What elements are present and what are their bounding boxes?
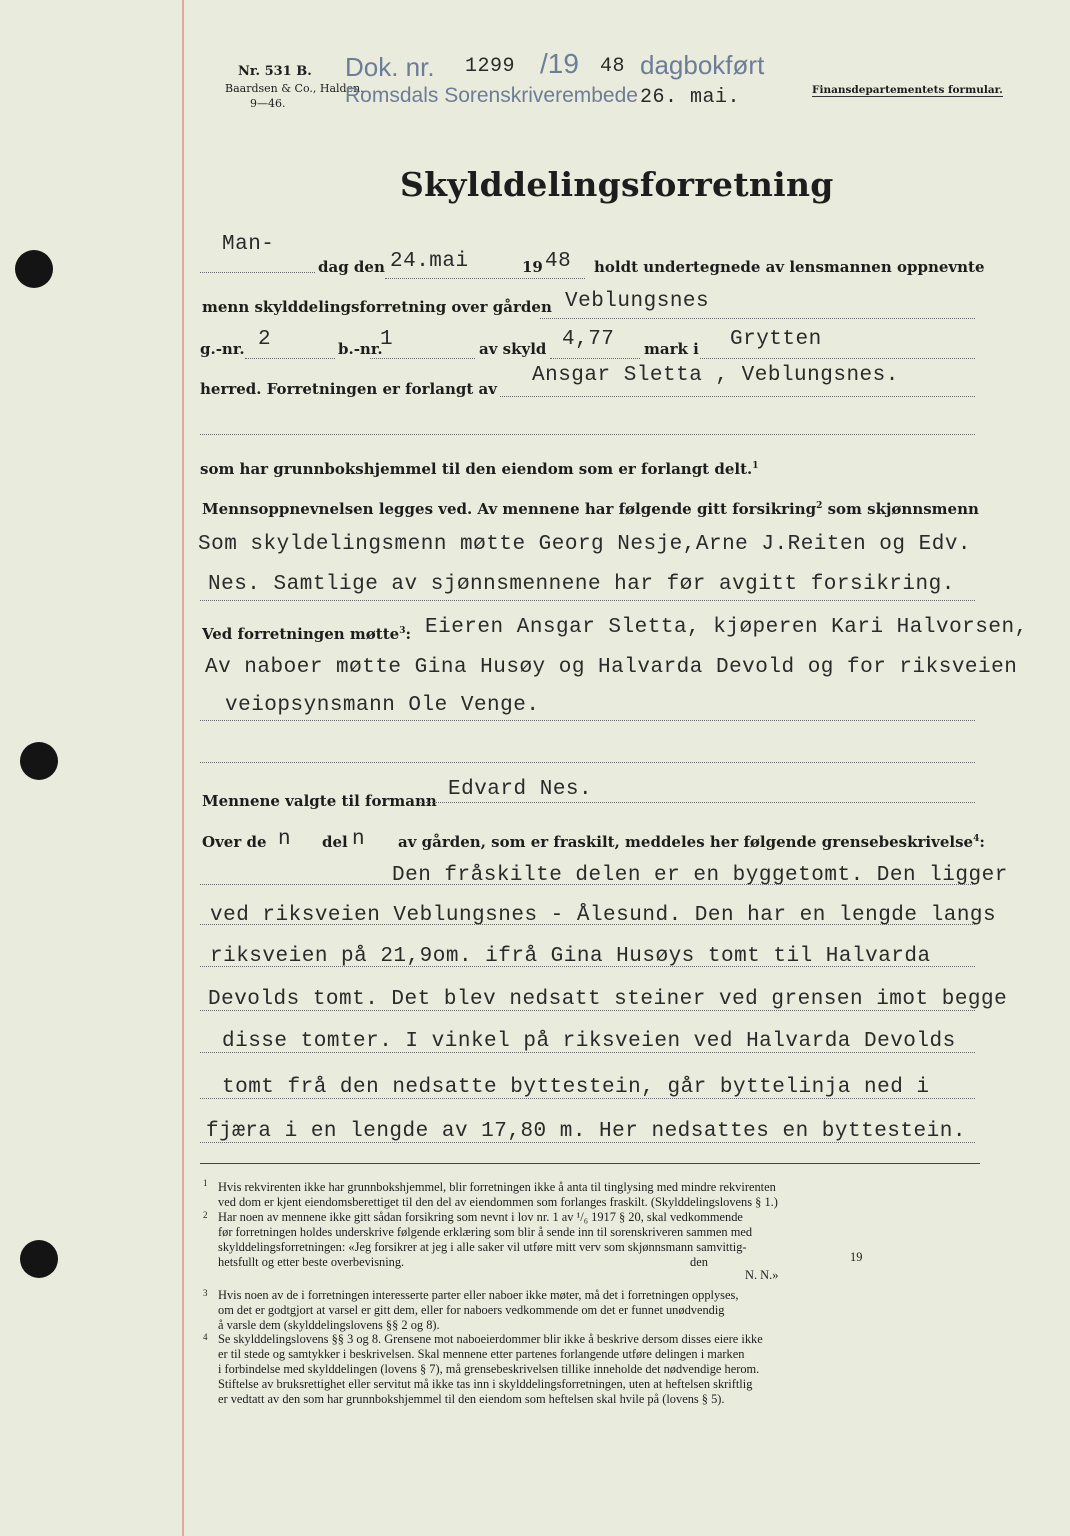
men-line-2: Nes. Samtlige av sjønnsmennene har før avgitt forsikring. xyxy=(208,573,955,596)
attended-line-3: veiopsynsmann Ole Venge. xyxy=(225,694,540,717)
attended-label: Ved forretningen møtte$^3$: xyxy=(202,625,412,643)
year-fill: 48 xyxy=(545,250,572,273)
stamp-office: Romsdals Sorenskriverembede xyxy=(345,84,638,107)
requester-fill: Ansgar Sletta , Veblungsnes. xyxy=(532,364,899,387)
boundary-line-4: Devolds tomt. Det blev nedsatt steiner ved grensen imot begge xyxy=(208,988,1008,1011)
bnr-label: b.-nr. xyxy=(338,340,383,358)
bnr-fill: 1 xyxy=(380,328,394,351)
attended-line-2: Av naboer møtte Gina Husøy og Halvarda Devold og for riksveien xyxy=(205,656,1018,679)
date-registered: 26. mai. xyxy=(640,86,741,109)
footnote-1: Hvis rekvirenten ikke har grunnbokshjemmel, blir forretningen ikke å anta til tinglysing med mindre rekvirenten ved dom er kjent eiendomsberettiget til den del av eiendommen som forlanges fraskilt. (Skylddelingslovens § 1.) xyxy=(218,1180,778,1209)
document-title: Skylddelingsforretning xyxy=(400,165,834,204)
formann-fill: Edvard Nes. xyxy=(448,778,593,801)
print-date: 9—46. xyxy=(250,97,286,110)
mennsopp-label: Mennsoppnevnelsen legges ved. Av mennene har følgende gitt forsikring$^2$ som skjønnsmenn xyxy=(202,500,979,518)
footnote-2-sign: N. N.» xyxy=(745,1268,779,1282)
boundary-line-5: disse tomter. I vinkel på riksveien ved Halvarda Devolds xyxy=(222,1030,956,1053)
boundary-line-7: fjæra i en lengde av 17,80 m. Her nedsattes en byttestein. xyxy=(206,1120,966,1143)
formann-label: Mennene valgte til formann xyxy=(202,792,437,810)
mark-label: mark i xyxy=(644,340,699,358)
punch-hole-bottom xyxy=(20,1240,58,1278)
footnote-2-den: den xyxy=(690,1255,708,1269)
boundary-line-1: Den fråskilte delen er en byggetomt. Den ligger xyxy=(392,864,1008,887)
gnr-fill: 2 xyxy=(258,328,272,351)
footnote-3-marker: 3 xyxy=(203,1288,208,1298)
footnote-2: Har noen av mennene ikke gitt sådan forsikring som nevnt i lov nr. 1 av ¹/₆ 1917 § 20, skal vedkommende før forretningen holdes underskrive følgende erklæring som blir å sende inn til sorenskriveren sammen med skylddelingsforretningen: «Jeg forsikrer at jeg i alle saker vil utføre mitt verv som skjønnsmann samvittig- hetsfullt og etter beste overbevisning. xyxy=(218,1210,753,1269)
year-prefix: 19 xyxy=(522,258,543,276)
stamp-registered: dagbokført xyxy=(640,50,765,80)
doc-number: 1299 xyxy=(465,55,516,78)
men-line-1: Som skyldelingsmenn møtte Georg Nesje,Arne J.Reiten og Edv. xyxy=(198,533,972,556)
skyld-fill: 4,77 xyxy=(562,328,615,351)
date-fill: 24.mai xyxy=(390,250,469,273)
footnote-4-marker: 4 xyxy=(203,1332,208,1342)
boundary-line-2: ved riksveien Veblungsnes - Ålesund. Den har en lengde langs xyxy=(210,904,997,927)
dag-den-label: dag den xyxy=(318,258,385,276)
footnote-1-marker: 1 xyxy=(203,1178,208,1188)
doc-year: 48 xyxy=(600,55,626,78)
gnr-label: g.-nr. xyxy=(200,340,245,358)
hjemmel-label: som har grunnbokshjemmel til den eiendom som er forlangt delt.$^1$ xyxy=(200,460,759,478)
attended-line-1: Eieren Ansgar Sletta, kjøperen Kari Halvorsen, xyxy=(425,616,1028,639)
boundary-line-6: tomt frå den nedsatte byttestein, går byttelinja ned i xyxy=(222,1076,930,1099)
municipality-fill: Grytten xyxy=(730,328,822,351)
footnote-2-marker: 2 xyxy=(203,1210,208,1220)
farm-fill: Veblungsnes xyxy=(565,290,710,313)
ministry-note: Finansdepartementets formular. xyxy=(812,84,1003,96)
printer-name: Baardsen & Co., Halden. xyxy=(225,82,364,95)
over-de-fill: n xyxy=(278,828,292,851)
del-label: del xyxy=(322,833,348,851)
herred-label: herred. Forretningen er forlangt av xyxy=(200,380,497,398)
stamp-year-separator: /19 xyxy=(540,48,579,79)
gaarden-label: av gården, som er fraskilt, meddeles her følgende grensebeskrivelse$^4$: xyxy=(398,833,985,851)
punch-hole-middle xyxy=(20,742,58,780)
boundary-line-3: riksveien på 21,9om. ifrå Gina Husøys tomt til Halvarda xyxy=(210,945,931,968)
menn-label: menn skylddelingsforretning over gården xyxy=(202,298,552,316)
margin-rule xyxy=(182,0,184,1536)
footnote-4: Se skylddelingslovens §§ 3 og 8. Grensene mot naboeierdommer blir ikke å beskrive dersom disses eiere ikke er til stede og samtykker i beskrivelsen. Skal mennene etter partenes forlangende utføre delingen i marken i forbindelse med skylddelingen (lovens § 7), må grensebeskrivelsen tillike inneholde det nødvendige herom. Stiftelse av bruksrettighet eller servitut må ikke tas inn i skylddelingsforretningen, uten at heftelsen skriftlig er vedtatt av den som har grunnbokshjemmel til den eiendom som heftelsen skal hvile på (lovens § 5). xyxy=(218,1332,763,1406)
footnote-3: Hvis noen av de i forretningen interesserte parter eller naboer ikke møter, må det i forretningen opplyses, om det er godtgjort at varsel er gitt dem, eller for naboers vedkommende om det er funnet unødvendig å varsle dem (skylddelingslovens §§ 2 og 8). xyxy=(218,1288,739,1332)
holdt-label: holdt undertegnede av lensmannen oppnevnte xyxy=(594,258,985,276)
stamp-doc-prefix: Dok. nr. xyxy=(345,52,435,82)
over-de-label: Over de xyxy=(202,833,267,851)
footnote-2-year: 19 xyxy=(850,1250,863,1264)
punch-hole-top xyxy=(15,250,53,288)
form-number: Nr. 531 B. xyxy=(238,64,312,79)
footnote-separator xyxy=(200,1163,980,1164)
del-fill: n xyxy=(352,828,366,851)
av-skyld-label: av skyld xyxy=(479,340,547,358)
weekday-fill: Man- xyxy=(222,233,275,256)
